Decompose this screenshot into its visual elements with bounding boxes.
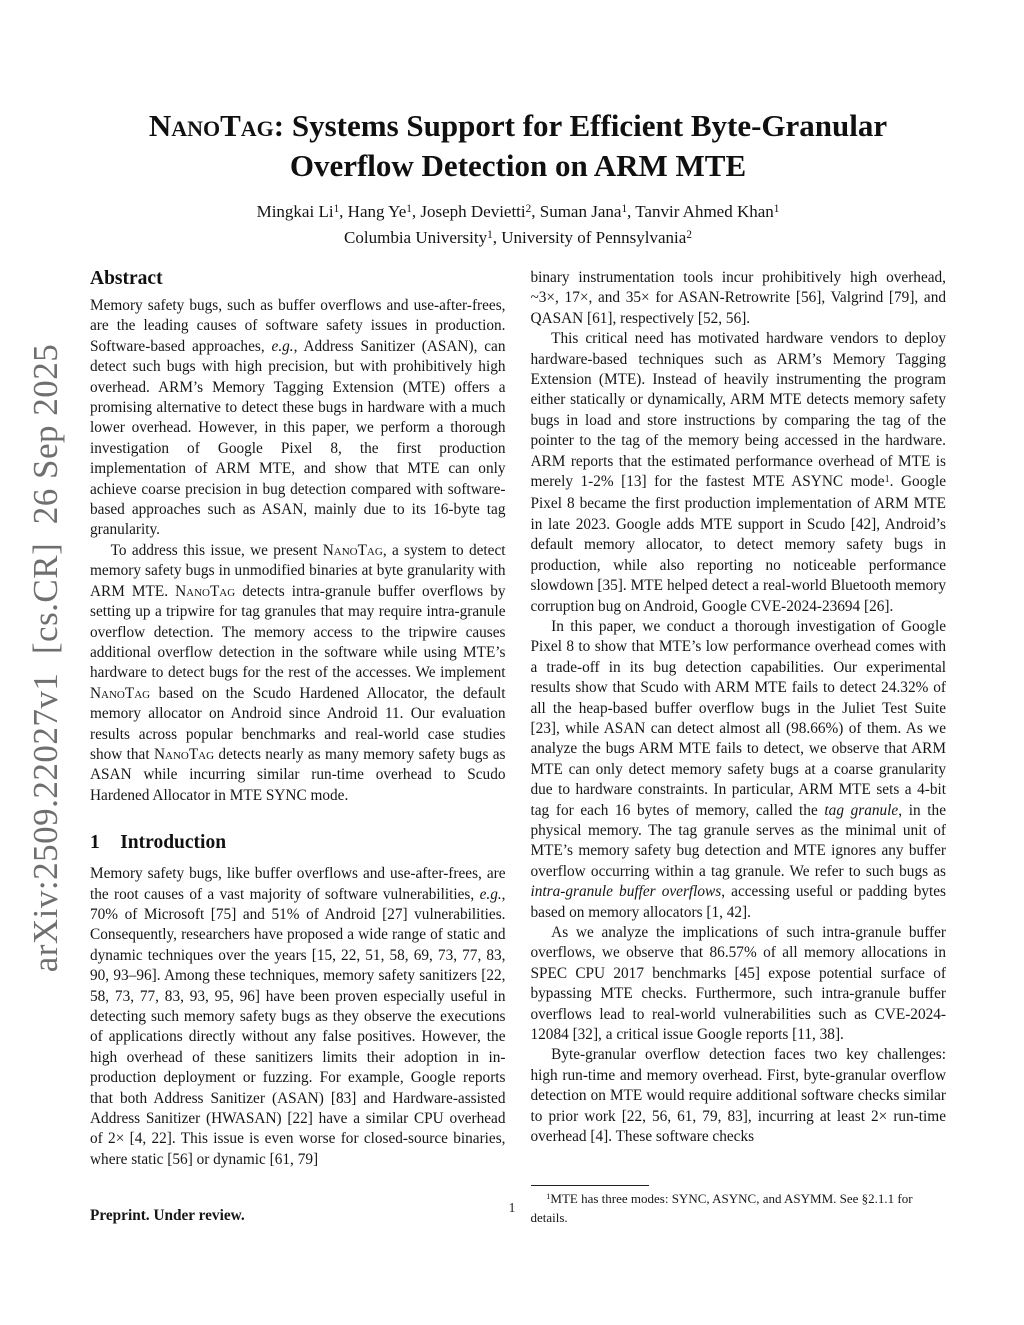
- authors-line: Mingkai Li$^1$, Hang Ye$^1$, Joseph Devietti$^2$, Suman Jana$^1$, Tanvir Ahmed Khan$^1$: [256, 202, 780, 221]
- right-paragraph-3: In this paper, we conduct a thorough investigation of Google Pixel 8 to show that MTE’s low performance overhead comes with a trade-off in its bug detection capabilities. Our experimental results show that Scudo with ARM MTE fails to detect 24.32% of all the heap-based buffer overflow bugs in the Juliet Test Suite [23], while ASAN can detect almost all (98.66%) of them. As we analyze the bugs ARM MTE fails to detect, we observe that ARM MTE can only detect memory safety bugs at a coarse granularity due to hardware constraints. In particular, ARM MTE sets a 4-bit tag for each 16 bytes of memory, called the tag granule, in the physical memory. The tag granule serves as the minimal unit of MTE’s memory safety bug detection and MTE ignores any buffer overflow occurring within a tag granule. We refer to such bugs as intra-granule buffer overflows, accessing useful or padding bytes based on memory allocators [1, 42].: [530, 617, 946, 921]
- right-paragraph-1: binary instrumentation tools incur prohibitively high overhead, ~3×, 17×, and 35× for ASAN-Retrowrite [56], Valgrind [79], and QASAN [61], respectively [52, 56].: [530, 269, 946, 327]
- right-paragraph-2: This critical need has motivated hardware vendors to deploy hardware-based techniques such as ARM’s Memory Tagging Extension (MTE). Instead of heavily instrumenting the program either statically or dynamically, ARM MTE detects memory safety bugs in load and store instructions by comparing the tag of the pointer to the tag of the memory being accessed in the hardware. ARM reports that the estimated performance overhead of MTE is merely 1-2% [13] for the fastest MTE ASYNC mode$^1$. Google Pixel 8 became the first production implementation of ARM MTE in late 2023. Google adds MTE support in Scudo [42], Android’s default memory allocator, to detect memory safety bugs in production, while also reporting no noticeable performance slowdown [35]. MTE helped detect a real-world Bluetooth memory corruption bug on Android, Google CVE-2024-23694 [26].: [530, 330, 946, 615]
- left-column: [90, 268, 506, 1226]
- section-title: Introduction: [120, 832, 227, 854]
- paper-content: [90, 106, 946, 1226]
- section-number: 1: [90, 832, 100, 854]
- intro-paragraph-1: Memory safety bugs, like buffer overflows and use-after-frees, are the root causes of a vast majority of software vulnerabilities, e.g., 70% of Microsoft [75] and 51% of Android [27] vulnerabilities. Consequently, researchers have proposed a wide range of static and dynamic techniques over the years [15, 22, 51, 58, 69, 73, 77, 83, 90, 93–96]. Among these techniques, memory safety sanitizers [22, 58, 73, 77, 83, 93, 95, 96] have been proven especially useful in detecting such memory safety bugs as they observe the executions of applications directly without any false positives. However, the high overhead of these sanitizers limits their adoption in in-production deployment or fuzzing. For example, Google reports that both Address Sanitizer (ASAN) [83] and Hardware-assisted Address Sanitizer (HWASAN) [22] have a similar CPU overhead of 2× [4, 22]. This issue is even worse for closed-source binaries, where static [56] or dynamic [61, 79]: [90, 865, 506, 1168]
- preprint-notice: Preprint. Under review.: [90, 1206, 245, 1224]
- affiliations-line: Columbia University$^1$, University of Pennsylvania$^2$: [344, 228, 692, 247]
- footnote-divider: [531, 1185, 649, 1186]
- abstract-heading: Abstract: [90, 268, 163, 289]
- right-column: [531, 268, 947, 1226]
- right-paragraph-5: Byte-granular overflow detection faces two key challenges: high run-time and memory overhead. First, byte-granular overflow detection on MTE would require additional software checks similar to prior work [22, 56, 61, 79, 83], incurring at least 2× run-time overhead [4]. These software checks: [530, 1046, 946, 1146]
- right-paragraph-4: As we analyze the implications of such intra-granule buffer overflows, we observe that 86.57% of all memory allocations in SPEC CPU 2017 benchmarks [45] expose potential surface of bypassing MTE checks. Furthermore, such intra-granule buffer overflows lead to real-world vulnerabilities such as CVE-2024-12084 [32], a critical issue Google reports [11, 38].: [530, 924, 946, 1044]
- footnote-text: $^1$MTE has three modes: SYNC, ASYNC, and ASYMM. See §2.1.1 for details.: [530, 1191, 913, 1225]
- paper-title-line2: Overflow Detection on ARM MTE: [289, 148, 747, 183]
- abstract-paragraph-1: Memory safety bugs, such as buffer overflows and use-after-frees, are the leading causes of software safety issues in production. Software-based approaches, e.g., Address Sanitizer (ASAN), can detect such bugs with high precision, but with prohibitively high overhead. ARM’s Memory Tagging Extension (MTE) offers a promising alternative to detect these bugs in hardware with a much lower overhead. However, in this paper, we perform a thorough investigation of Google Pixel 8, the first production implementation of ARM MTE, and show that MTE can only achieve coarse precision in bug detection compared with software-based approaches such as ASAN, mainly due to its 16-byte tag granularity.: [90, 297, 506, 539]
- introduction-heading: [90, 832, 506, 854]
- page-number: 1: [508, 1200, 516, 1215]
- paper-title: [90, 106, 946, 186]
- arxiv-watermark: arXiv:2509.22027v1 [cs.CR] 26 Sep 2025: [26, 343, 65, 973]
- two-column-body: [90, 268, 946, 1226]
- abstract-paragraph-2: To address this issue, we present NanoTag, a system to detect memory safety bugs in unmodified binaries at byte granularity with ARM MTE. NanoTag detects intra-granule buffer overflows by setting up a tripwire for tag granules that may require intra-granule overflow detection. The memory access to the tripwire causes additional overflow detection in the software while using MTE’s hardware to detect bugs for the rest of the accesses. We implement NanoTag based on the Scudo Hardened Allocator, the default memory allocator on Android since Android 11. Our evaluation results across popular benchmarks and real-world case studies show that NanoTag detects nearly as many memory safety bugs as ASAN while incurring similar run-time overhead to Scudo Hardened Allocator in MTE SYNC mode.: [90, 541, 506, 804]
- paper-title-line1: NanoTag: Systems Support for Efficient Byte-Granular: [148, 108, 888, 143]
